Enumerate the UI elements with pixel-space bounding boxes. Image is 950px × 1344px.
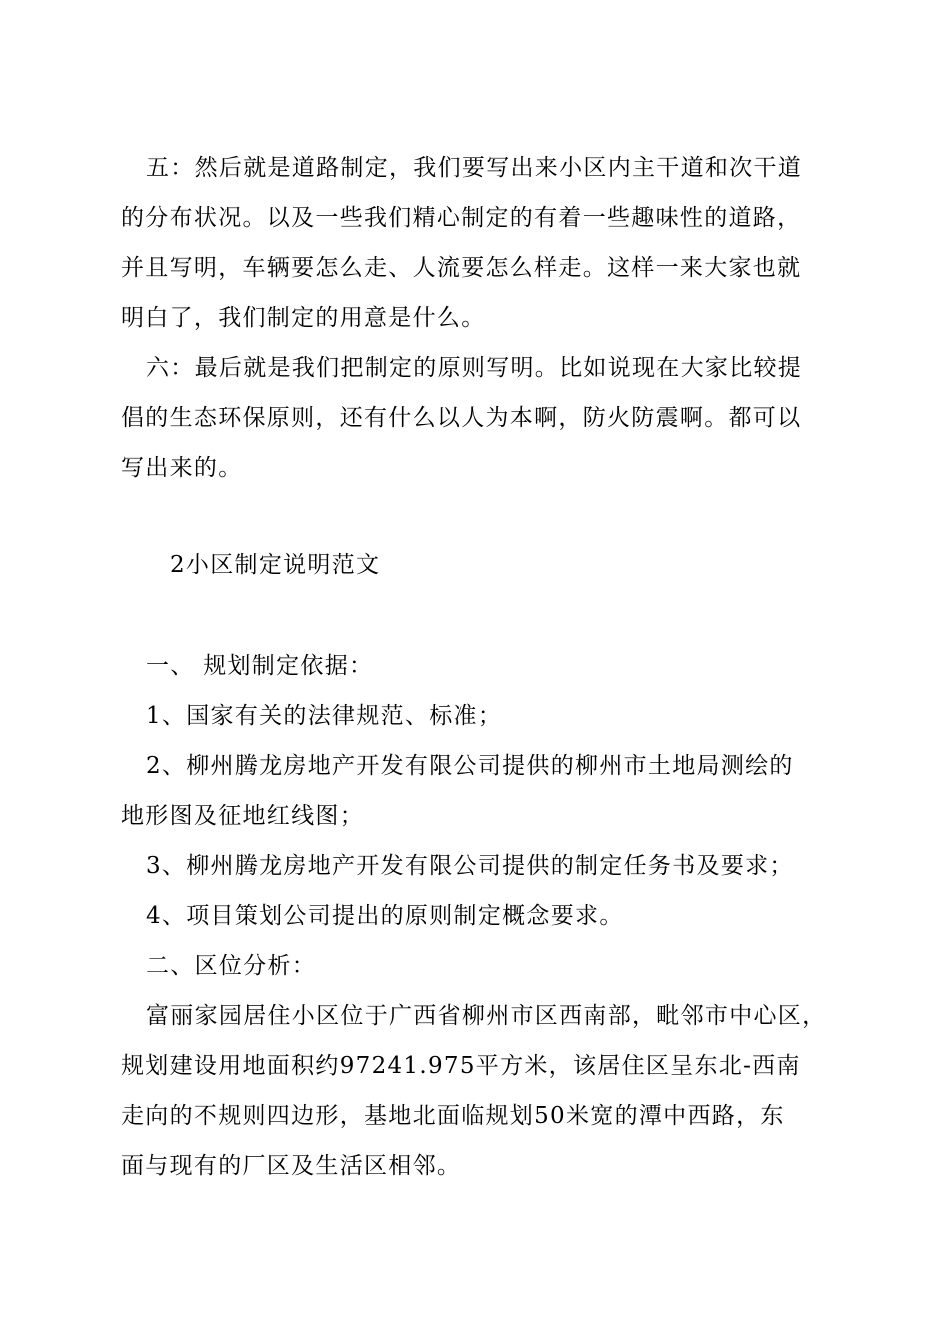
para1-line-2: 的分布状况。以及一些我们精心制定的有着一些趣味性的道路， [121, 205, 802, 231]
para1-line-1: 五：然后就是道路制定，我们要写出来小区内主干道和次干道 [146, 155, 803, 181]
para1-line-3: 并且写明，车辆要怎么走、人流要怎么样走。这样一来大家也就 [121, 255, 802, 281]
para2-line-3: 写出来的。 [121, 455, 243, 481]
para2-line-2: 倡的生态环保原则，还有什么以人为本啊，防火防震啊。都可以 [121, 405, 802, 431]
para2-line-1: 六：最后就是我们把制定的原则写明。比如说现在大家比较提 [146, 355, 803, 381]
basis-item-3: 3、柳州腾龙房地产开发有限公司提供的制定任务书及要求； [146, 853, 794, 879]
location-line-4: 面与现有的厂区及生活区相邻。 [121, 1153, 462, 1179]
basis-item-2-cont: 地形图及征地红线图； [121, 803, 364, 829]
location-line-2: 规划建设用地面积约97241.975平方米，该居住区呈东北-西南 [121, 1053, 801, 1079]
location-line-1: 富丽家园居住小区位于广西省柳州市区西南部，毗邻市中心区， [146, 1003, 827, 1029]
basis-item-2: 2、柳州腾龙房地产开发有限公司提供的柳州市土地局测绘的 [146, 753, 794, 779]
section-title: 2小区制定说明范文 [170, 552, 381, 578]
basis-item-4: 4、项目策划公司提出的原则制定概念要求。 [146, 903, 624, 929]
basis-heading: 一、 规划制定依据： [146, 653, 374, 679]
basis-item-1: 1、国家有关的法律规范、标准； [146, 703, 503, 729]
location-line-3: 走向的不规则四边形，基地北面临规划50米宽的潭中西路，东 [121, 1103, 785, 1129]
para1-line-4: 明白了，我们制定的用意是什么。 [121, 305, 486, 331]
location-heading: 二、区位分析： [146, 953, 317, 979]
